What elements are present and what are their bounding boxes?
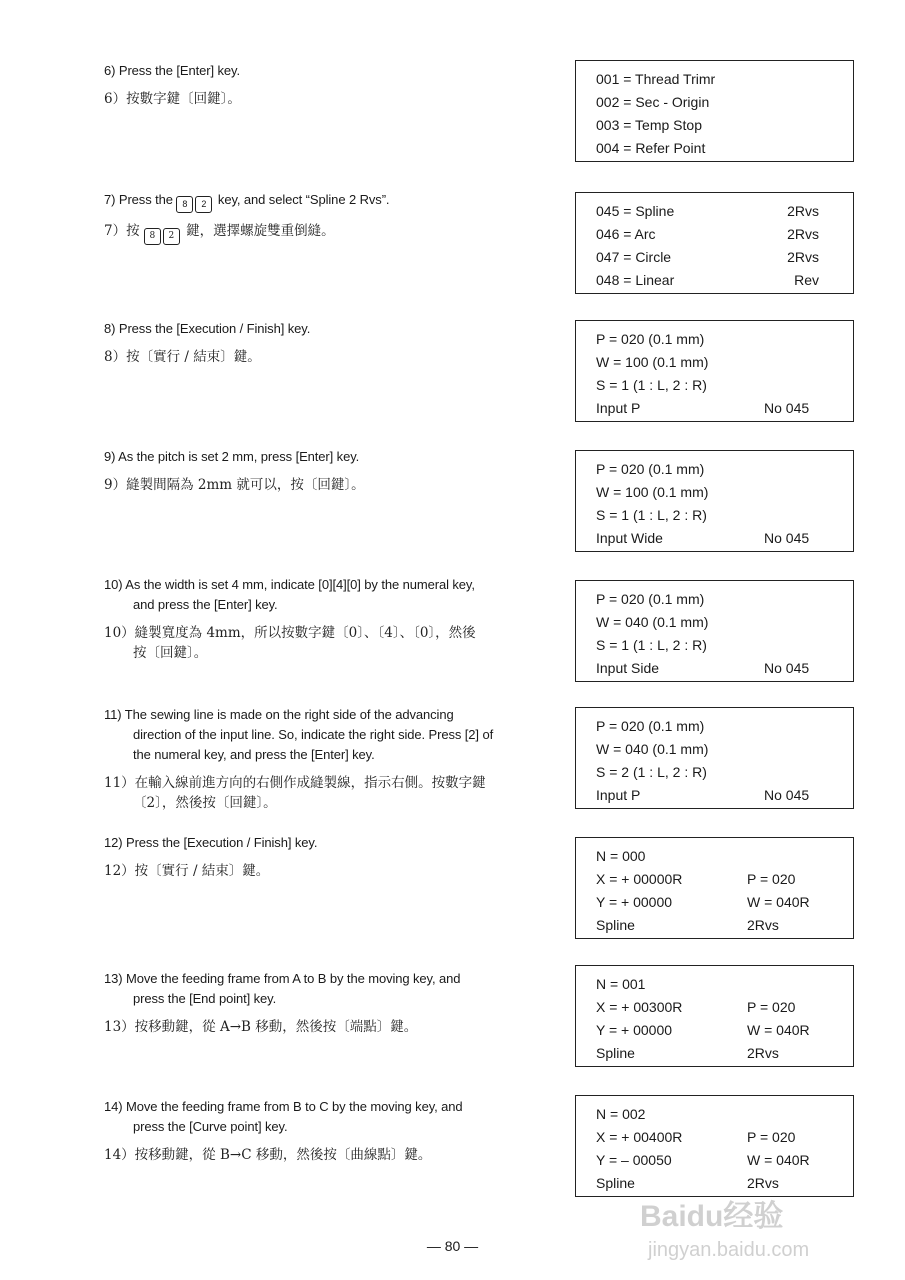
display-label: Spline	[596, 917, 635, 933]
instruction-line: 〔2〕，然後按〔回鍵〕。	[133, 795, 277, 811]
instruction-line: 9）縫製間隔為 2mm 就可以，按〔回鍵〕。	[104, 477, 365, 493]
display-row	[596, 351, 853, 374]
display-label: W = 040 (0.1 mm)	[596, 614, 709, 630]
display-label: 045 = Spline	[596, 203, 675, 219]
display-label: P = 020 (0.1 mm)	[596, 718, 705, 734]
instruction-line: 6）按數字鍵〔回鍵〕。	[104, 91, 241, 107]
instruction-english	[104, 969, 566, 1009]
display-value: No 045	[764, 530, 810, 546]
display-row	[596, 481, 853, 504]
instruction-line: and press the [Enter] key.	[133, 597, 278, 612]
instruction-chinese	[104, 89, 566, 109]
display-row	[596, 761, 853, 784]
display-row	[596, 1149, 853, 1172]
instruction-english	[104, 190, 566, 213]
instruction-line: 8) Press the [Execution / Finish] key.	[104, 321, 311, 336]
display-label: Input Side	[596, 660, 660, 676]
display-label: Y = + 00000	[596, 1022, 673, 1038]
display-label: S = 1 (1 : L, 2 : R)	[596, 507, 707, 523]
instruction-line: 13) Move the feeding frame from A to B by the moving key, and	[104, 971, 461, 986]
instruction-step	[104, 319, 566, 367]
display-value: Rev	[794, 272, 819, 288]
instruction-line: 14) Move the feeding frame from B to C by the moving key, and	[104, 1099, 463, 1114]
display-row	[596, 868, 853, 891]
display-label: Spline	[596, 1175, 635, 1191]
instruction-step	[104, 833, 566, 881]
display-row	[596, 114, 853, 137]
display-value: 2Rvs	[787, 203, 819, 219]
display-value: W = 040R	[747, 1022, 810, 1038]
display-row	[596, 715, 853, 738]
instruction-step	[104, 969, 566, 1037]
display-row	[596, 246, 853, 269]
display-row	[596, 269, 853, 292]
display-row	[596, 458, 853, 481]
display-label: S = 2 (1 : L, 2 : R)	[596, 764, 707, 780]
lcd-display-panel	[575, 837, 854, 939]
display-row	[596, 634, 853, 657]
watermark-logo: Baidu经验	[640, 1200, 784, 1233]
display-row	[596, 374, 853, 397]
display-label: 004 = Refer Point	[596, 140, 706, 156]
display-row	[596, 200, 853, 223]
display-row	[596, 738, 853, 761]
instruction-line: 12) Press the [Execution / Finish] key.	[104, 835, 318, 850]
display-value: P = 020	[747, 1129, 796, 1145]
display-row	[596, 588, 853, 611]
instruction-line: 11) The sewing line is made on the right side of the advancing	[104, 707, 454, 722]
instruction-chinese	[104, 475, 566, 495]
display-label: Y = + 00000	[596, 894, 673, 910]
display-row	[596, 1172, 853, 1195]
instruction-english	[104, 61, 566, 81]
display-label: Input P	[596, 787, 641, 803]
display-label: 048 = Linear	[596, 272, 675, 288]
display-label: S = 1 (1 : L, 2 : R)	[596, 377, 707, 393]
display-label: W = 100 (0.1 mm)	[596, 354, 709, 370]
instruction-english	[104, 833, 566, 853]
display-row	[596, 657, 853, 680]
instruction-step	[104, 61, 566, 109]
instruction-step	[104, 447, 566, 495]
instruction-step	[104, 190, 566, 245]
instruction-english	[104, 447, 566, 467]
display-label: 046 = Arc	[596, 226, 656, 242]
lcd-display-panel	[575, 450, 854, 552]
watermark-url: jingyan.baidu.com	[648, 1239, 810, 1261]
display-value: 2Rvs	[787, 226, 819, 242]
display-row	[596, 397, 853, 420]
display-label: W = 040 (0.1 mm)	[596, 741, 709, 757]
page-number: — 80 —	[426, 1238, 479, 1254]
display-value: No 045	[764, 400, 810, 416]
display-row	[596, 91, 853, 114]
display-label: N = 000	[596, 848, 646, 864]
display-label: 001 = Thread Trimr	[596, 71, 716, 87]
arrow-key-2-icon: 2	[163, 228, 180, 245]
display-row	[596, 223, 853, 246]
instruction-chinese	[104, 773, 566, 813]
instruction-english	[104, 575, 566, 615]
instruction-chinese	[104, 221, 566, 245]
display-value: 2Rvs	[787, 249, 819, 265]
instruction-line: press the [End point] key.	[133, 991, 277, 1006]
arrow-key-8-icon: 8	[144, 228, 161, 245]
display-row	[596, 328, 853, 351]
display-label: X = + 00400R	[596, 1129, 683, 1145]
lcd-display-panel	[575, 1095, 854, 1197]
display-row	[596, 996, 853, 1019]
display-label: Input P	[596, 400, 641, 416]
display-row	[596, 845, 853, 868]
instruction-line: 8）按〔實行 / 結束〕鍵。	[104, 349, 261, 365]
instruction-english	[104, 1097, 566, 1137]
display-row	[596, 1019, 853, 1042]
display-row	[596, 914, 853, 937]
instruction-line: 9) As the pitch is set 2 mm, press [Enter] key.	[104, 449, 360, 464]
display-row	[596, 1126, 853, 1149]
instruction-step	[104, 575, 566, 663]
display-label: Input Wide	[596, 530, 663, 546]
instruction-line	[104, 190, 566, 213]
display-row	[596, 527, 853, 550]
display-label: W = 100 (0.1 mm)	[596, 484, 709, 500]
display-row	[596, 504, 853, 527]
display-row	[596, 1042, 853, 1065]
instruction-line	[104, 221, 566, 245]
display-label: 002 = Sec - Origin	[596, 94, 710, 110]
display-value: P = 020	[747, 999, 796, 1015]
display-row	[596, 1103, 853, 1126]
arrow-key-2-icon: 2	[195, 196, 212, 213]
instruction-line: direction of the input line. So, indicate the right side. Press [2] of	[133, 727, 494, 742]
display-value: W = 040R	[747, 894, 810, 910]
instruction-line: 10) As the width is set 4 mm, indicate [0][4][0] by the numeral key,	[104, 577, 475, 592]
instruction-line: press the [Curve point] key.	[133, 1119, 288, 1134]
display-label: Y = – 00050	[596, 1152, 672, 1168]
display-value: 2Rvs	[747, 917, 779, 933]
instruction-text: 鍵，選擇螺旋雙重倒縫。	[181, 223, 335, 239]
lcd-display-panel	[575, 965, 854, 1067]
lcd-display-panel	[575, 192, 854, 294]
instruction-chinese	[104, 1145, 566, 1165]
display-label: P = 020 (0.1 mm)	[596, 331, 705, 347]
instruction-chinese	[104, 347, 566, 367]
display-row	[596, 891, 853, 914]
display-label: Spline	[596, 1045, 635, 1061]
display-row	[596, 611, 853, 634]
instruction-line: 13）按移動鍵，從 A→B 移動，然後按〔端點〕鍵。	[104, 1019, 418, 1035]
instruction-line: 10）縫製寬度為 4mm，所以按數字鍵〔0〕、〔4〕、〔0〕，然後	[104, 625, 476, 641]
display-label: 003 = Temp Stop	[596, 117, 702, 133]
lcd-display-panel	[575, 707, 854, 809]
display-label: N = 002	[596, 1106, 646, 1122]
instruction-line: the numeral key, and press the [Enter] key.	[133, 747, 375, 762]
display-label: 047 = Circle	[596, 249, 672, 265]
instruction-step	[104, 1097, 566, 1165]
arrow-key-8-icon: 8	[176, 196, 193, 213]
display-label: X = + 00000R	[596, 871, 683, 887]
instruction-chinese	[104, 1017, 566, 1037]
instruction-text: 7) Press the	[104, 192, 177, 207]
display-value: No 045	[764, 660, 810, 676]
lcd-display-panel	[575, 320, 854, 422]
instruction-text: 7）按	[104, 223, 144, 239]
lcd-display-panel	[575, 60, 854, 162]
lcd-display-panel	[575, 580, 854, 682]
display-label: P = 020 (0.1 mm)	[596, 591, 705, 607]
display-row	[596, 784, 853, 807]
instruction-text: key, and select “Spline 2 Rvs”.	[214, 192, 390, 207]
display-label: P = 020 (0.1 mm)	[596, 461, 705, 477]
instruction-english	[104, 705, 566, 765]
display-value: P = 020	[747, 871, 796, 887]
display-label: X = + 00300R	[596, 999, 683, 1015]
instruction-chinese	[104, 861, 566, 881]
instruction-step	[104, 705, 566, 813]
display-value: 2Rvs	[747, 1045, 779, 1061]
display-row	[596, 973, 853, 996]
instruction-english	[104, 319, 566, 339]
instruction-line: 14）按移動鍵，從 B→C 移動，然後按〔曲線點〕鍵。	[104, 1147, 432, 1163]
display-label: N = 001	[596, 976, 646, 992]
instruction-chinese	[104, 623, 566, 663]
display-row	[596, 68, 853, 91]
display-label: S = 1 (1 : L, 2 : R)	[596, 637, 707, 653]
instruction-line: 12）按〔實行 / 結束〕鍵。	[104, 863, 270, 879]
display-value: 2Rvs	[747, 1175, 779, 1191]
display-value: W = 040R	[747, 1152, 810, 1168]
instruction-line: 6) Press the [Enter] key.	[104, 63, 240, 78]
display-row	[596, 137, 853, 160]
instruction-line: 11）在輸入線前進方向的右側作成縫製線，指示右側。按數字鍵	[104, 775, 486, 791]
display-value: No 045	[764, 787, 810, 803]
instruction-line: 按〔回鍵〕。	[133, 645, 208, 661]
